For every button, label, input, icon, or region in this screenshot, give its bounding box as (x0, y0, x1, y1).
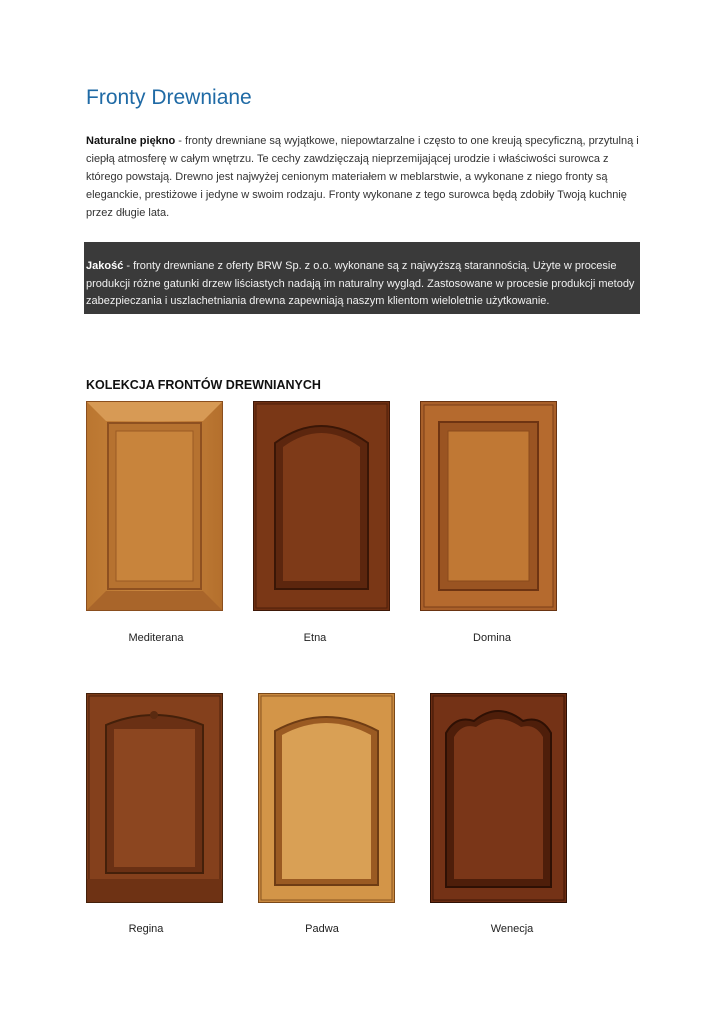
door-image-mediterana (86, 401, 223, 611)
door-image-regina (86, 693, 223, 903)
caption-mediterana: Mediterana (128, 632, 184, 644)
quality-box (84, 242, 640, 314)
door-image-padwa (258, 693, 395, 903)
quality-lead: Jakość (86, 260, 124, 272)
door-image-wenecja (430, 693, 567, 903)
intro-text: - fronty drewniane są wyjątkowe, niepowtarzalne i często to one kreują specyficzną, przytulną i ciepłą atmosferę w całym wnętrzu. Te cechy zawdzięczają nieprzemijającej urodzie i właściwości surowca z którego powstają. Drewno jest najwyżej cenionym materiałem w meblarstwie, a wykonane z niego fronty są eleganckie, prestiżowe i jedyne w swoim rodzaju. Fronty wykonane z tego surowca będą zdobiły Twoją kuchnię przez długie lata. (86, 135, 639, 219)
collection-heading: KOLEKCJA FRONTÓW DREWNIANYCH (86, 378, 321, 392)
intro-paragraph (86, 132, 646, 222)
caption-regina: Regina (128, 923, 164, 935)
quality-text: - fronty drewniane z oferty BRW Sp. z o.o. wykonane są z najwyższą starannością. Użyte w procesie produkcji różne gatunki drzew liściastych nadają im naturalny wygląd. Zastosowane w procesie produkcji metody zabezpieczania i uszlachetniania drewna zapewniają naszym klientom wieloletnie użytkowanie. (86, 260, 635, 307)
door-image-etna (253, 401, 390, 611)
door-image-domina (420, 401, 557, 611)
caption-etna: Etna (303, 632, 327, 644)
caption-wenecja: Wenecja (490, 923, 534, 935)
intro-lead: Naturalne piękno (86, 135, 176, 147)
page-title: Fronty Drewniane (86, 86, 252, 109)
caption-domina: Domina (473, 632, 511, 644)
caption-padwa: Padwa (305, 923, 339, 935)
